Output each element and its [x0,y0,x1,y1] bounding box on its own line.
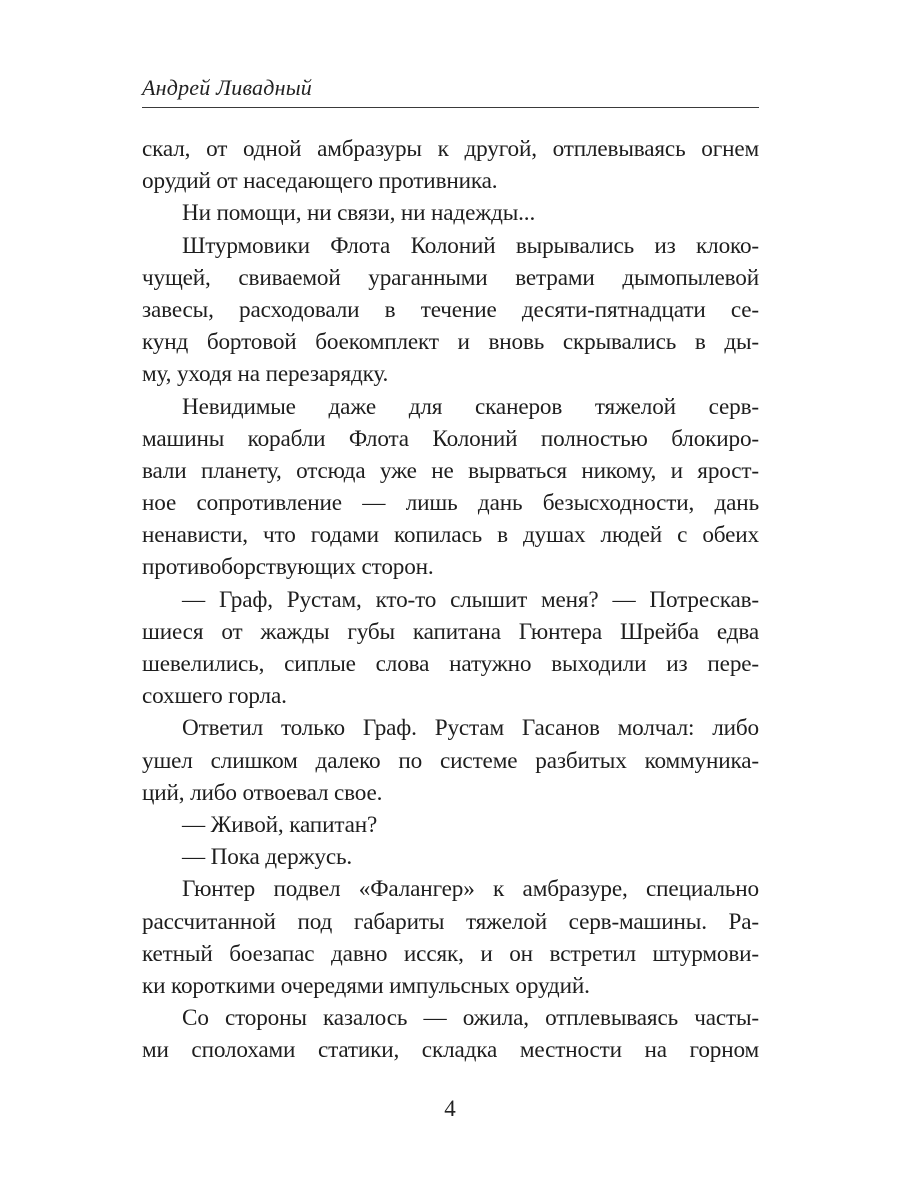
text-line: Ни помощи, ни связи, ни надежды... [182,200,536,227]
text-line: чущей, свиваемой ураганными ветрами дымопылевой [142,264,759,291]
text-line: — Граф, Рустам, кто-то слышит меня? — Потрескав- [182,586,759,613]
text-line: кунд бортовой боекомплект и вновь скрывались в ды- [142,329,759,356]
text-line: Со стороны казалось — ожила, отплевываясь часты- [182,1005,759,1032]
text-line: шевелились, сиплые слова натужно выходили из пере- [142,651,759,677]
text-line: ций, либо отвоевал свое. [142,779,383,806]
page-number: 4 [444,1096,456,1121]
text-line: сохшего горла. [142,683,287,710]
text-line: ненависти, что годами копилась в душах людей с обеих [142,522,759,549]
text-line: шиеся от жажды губы капитана Гюнтера Шрейба едва [142,618,759,645]
text-line: Штурмовики Флота Колоний вырывались из клоко- [182,232,759,259]
running-header [142,74,759,108]
text-line: — Живой, капитан? [182,811,378,838]
text-line: ми сполохами статики, складка местности на горном [142,1037,759,1064]
author-name: Андрей Ливадный [142,75,312,100]
text-line: му, уходя на перезарядку. [142,361,389,388]
text-line: ное сопротивление — лишь дань безысходности, дань [142,490,759,517]
page-body-text [142,133,759,1066]
text-line: завесы, расходовали в течение десяти-пятнадцати се- [142,296,759,323]
text-line: Невидимые даже для сканеров тяжелой серв- [182,393,759,420]
text-line: кетный боезапас давно иссяк, и он встретил штурмови- [142,940,759,967]
text-line: скал, от одной амбразуры к другой, отплевываясь огнем [142,136,759,162]
text-line: орудий от наседающего противника. [142,168,498,195]
text-line: — Пока держусь. [182,844,353,871]
text-line: рассчитанной под габариты тяжелой серв-машины. Ра- [142,908,759,935]
text-line: Ответил только Граф. Рустам Гасанов молчал: либо [182,715,759,742]
text-line: вали планету, отсюда уже не вырваться никому, и ярост- [142,457,759,484]
text-line: ушел слишком далеко по системе разбитых коммуника- [142,747,759,774]
text-line: машины корабли Флота Колоний полностью блокиро- [142,425,759,452]
text-line: Гюнтер подвел «Фалангер» к амбразуре, специально [182,876,759,903]
text-line: ки короткими очередями импульсных орудий. [142,972,590,999]
text-line: противоборствующих сторон. [142,554,434,581]
